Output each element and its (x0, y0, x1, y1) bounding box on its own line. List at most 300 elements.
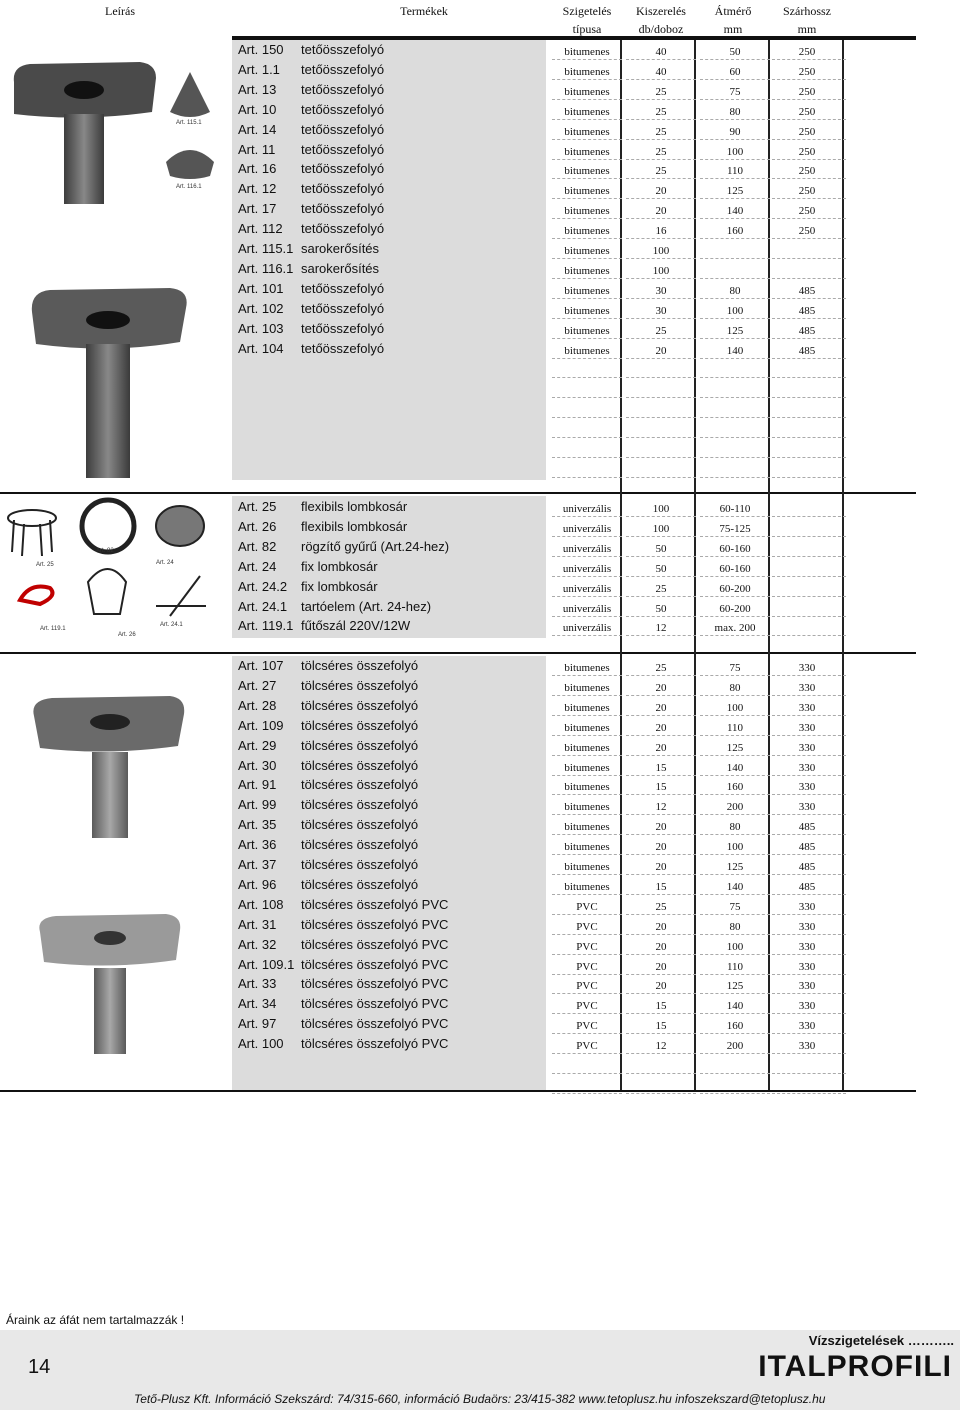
product-name: tetőösszefolyó (301, 81, 385, 97)
leaf-basket-images (0, 496, 230, 646)
table-row (232, 676, 916, 696)
insulation-type: bitumenes (564, 821, 610, 834)
header-szarhossz-sub: mm (797, 22, 817, 36)
table-row (232, 736, 916, 756)
row-separator (626, 1093, 696, 1094)
stem-length: 330 (798, 1000, 816, 1013)
pack-quantity: 15 (655, 1000, 667, 1013)
diameter: 75 (729, 662, 741, 674)
table-row (232, 517, 916, 537)
section3-rule (0, 652, 916, 654)
diameter: 75 (729, 900, 741, 913)
pack-quantity: 25 (655, 125, 667, 138)
diameter: 50 (729, 46, 741, 58)
product-name: tölcséres összefolyó (301, 677, 419, 693)
stem-length: 485 (798, 821, 816, 834)
article-number: Art. 33 (238, 976, 277, 992)
stem-length: 485 (798, 841, 816, 854)
stem-length: 250 (798, 165, 816, 178)
footer-vizszigeteles: Vízszigetelések ……….. (808, 1333, 954, 1348)
diameter: 160 (726, 1020, 744, 1033)
table-row (232, 815, 916, 835)
stem-length: 485 (798, 344, 816, 357)
pack-quantity: 20 (655, 821, 667, 834)
table-row (232, 339, 916, 359)
article-number: Art. 82 (238, 538, 277, 554)
product-name: fix lombkosár (301, 578, 378, 594)
table-row (232, 199, 916, 219)
product-name: tölcséres összefolyó (301, 658, 419, 673)
insulation-type: bitumenes (564, 801, 610, 814)
diameter: max. 200 (714, 622, 756, 635)
product-name: tetőösszefolyó (301, 181, 385, 197)
article-number: Art. 17 (238, 201, 277, 217)
label-art-82: Art. 82 (96, 548, 114, 554)
article-number: Art. 119.1 (238, 618, 294, 634)
article-number: Art. 99 (238, 797, 277, 813)
stem-length: 250 (798, 65, 816, 78)
table-row (232, 855, 916, 875)
pack-quantity: 25 (655, 165, 667, 178)
pack-quantity: 20 (655, 205, 667, 218)
product-name: tölcséres összefolyó (301, 857, 419, 872)
product-name: tölcséres összefolyó (301, 837, 419, 853)
pack-quantity: 20 (655, 940, 667, 953)
row-separator (772, 477, 846, 478)
stem-length: 485 (798, 880, 816, 893)
diameter: 125 (726, 861, 744, 873)
table-row (232, 497, 916, 517)
pack-quantity: 100 (652, 522, 670, 535)
product-name: tetőösszefolyó (301, 42, 385, 57)
table-row (232, 616, 916, 636)
product-name: flexibils lombkosár (301, 518, 408, 534)
product-name: tölcséres összefolyó (301, 717, 419, 733)
label-art-25: Art. 25 (36, 562, 54, 568)
article-number: Art. 91 (238, 777, 277, 793)
article-number: Art. 102 (238, 300, 284, 316)
stem-length: 250 (798, 145, 816, 158)
table-row (232, 1014, 916, 1034)
article-number: Art. 108 (238, 896, 284, 912)
pack-quantity: 20 (655, 861, 667, 873)
table-row (232, 597, 916, 617)
insulation-type: bitumenes (564, 880, 610, 893)
table-row (232, 756, 916, 776)
product-name: tölcséres összefolyó (301, 737, 419, 753)
pack-quantity: 25 (655, 582, 667, 595)
pack-quantity: 15 (655, 1020, 667, 1033)
stem-length: 330 (798, 960, 816, 973)
diameter: 110 (726, 721, 744, 734)
article-number: Art. 1.1 (238, 61, 280, 77)
stem-length: 330 (798, 1040, 816, 1053)
product-name: tölcséres összefolyó (301, 797, 419, 813)
stem-length: 330 (798, 781, 816, 794)
product-name: tölcséres összefolyó (301, 777, 419, 793)
insulation-type: bitumenes (564, 721, 610, 734)
diameter: 100 (726, 145, 744, 158)
table-row (232, 319, 916, 339)
product-name: tölcséres összefolyó (301, 817, 419, 833)
diameter: 80 (729, 681, 741, 694)
article-number: Art. 16 (238, 161, 277, 177)
pack-quantity: 20 (655, 721, 667, 734)
article-number: Art. 24.2 (238, 578, 288, 594)
table-row (232, 259, 916, 279)
label-art-116-1: Art. 116.1 (176, 184, 202, 190)
pack-quantity: 100 (652, 503, 670, 515)
table-row (232, 398, 916, 418)
pack-quantity: 50 (655, 562, 667, 575)
insulation-type: bitumenes (564, 65, 610, 78)
header-kiszereles-label: Kiszerelés (636, 4, 686, 18)
diameter: 100 (726, 841, 744, 854)
product-name: tölcséres összefolyó PVC (301, 996, 449, 1012)
diameter: 90 (729, 125, 741, 138)
page-number: 14 (28, 1356, 51, 1378)
insulation-type: bitumenes (564, 46, 610, 58)
article-number: Art. 28 (238, 697, 277, 713)
article-number: Art. 24.1 (238, 598, 288, 614)
article-number: Art. 101 (238, 280, 284, 296)
section2-rule (0, 492, 916, 494)
product-name: tetőösszefolyó (301, 121, 385, 137)
header-szigeteles-sub: típusa (572, 22, 602, 36)
article-number: Art. 11 (238, 141, 276, 157)
stem-length: 330 (798, 980, 816, 993)
product-name: tetőösszefolyó (301, 300, 385, 316)
article-number: Art. 25 (238, 499, 277, 514)
product-name: tetőösszefolyó (301, 101, 385, 117)
diameter: 140 (726, 880, 744, 893)
article-number: Art. 24 (238, 558, 277, 574)
diameter: 160 (726, 781, 744, 794)
product-name: rögzítő gyűrű (Art.24-hez) (301, 538, 450, 554)
pack-quantity: 12 (655, 801, 667, 814)
pack-quantity: 20 (655, 701, 667, 714)
table-row (232, 279, 916, 299)
insulation-type: univerzális (562, 622, 612, 635)
insulation-type: bitumenes (564, 304, 610, 317)
insulation-type: bitumenes (564, 205, 610, 218)
diameter: 60-160 (719, 542, 751, 555)
article-number: Art. 34 (238, 996, 277, 1012)
table-row (232, 994, 916, 1014)
insulation-type: bitumenes (564, 701, 610, 714)
pack-quantity: 15 (655, 880, 667, 893)
diameter: 80 (729, 821, 741, 834)
product-name: tetőösszefolyó (301, 280, 385, 296)
article-number: Art. 116.1 (238, 260, 294, 276)
insulation-type: univerzális (562, 562, 612, 575)
stem-length: 250 (798, 225, 816, 238)
pack-quantity: 20 (655, 185, 667, 198)
diameter: 100 (726, 304, 744, 317)
article-number: Art. 35 (238, 817, 277, 833)
stem-length: 330 (798, 721, 816, 734)
article-number: Art. 26 (238, 518, 277, 534)
diameter: 75 (729, 85, 741, 98)
section2-images (0, 496, 230, 646)
label-art-119-1: Art. 119.1 (40, 626, 66, 632)
pack-quantity: 40 (655, 46, 667, 58)
label-art-24-1: Art. 24.1 (160, 622, 183, 628)
header-leiras: Leírás (105, 4, 135, 18)
insulation-type: PVC (576, 960, 598, 973)
product-name: flexibils lombkosár (301, 499, 408, 514)
table-row (232, 795, 916, 815)
stem-length: 330 (798, 761, 816, 774)
insulation-type: bitumenes (564, 662, 610, 674)
diameter: 100 (726, 701, 744, 714)
table-row (232, 438, 916, 458)
stem-length: 330 (798, 741, 816, 754)
stem-length: 330 (798, 900, 816, 913)
pack-quantity: 50 (655, 602, 667, 615)
stem-length: 250 (798, 125, 816, 138)
insulation-type: PVC (576, 900, 598, 913)
table-row (232, 1074, 916, 1094)
product-name: tölcséres összefolyó PVC (301, 1036, 449, 1052)
stem-length: 250 (798, 105, 816, 118)
header-atmero-label: Átmérő (714, 4, 752, 18)
article-number: Art. 36 (238, 837, 277, 853)
pack-quantity: 100 (652, 264, 670, 277)
diameter: 60-110 (719, 503, 751, 515)
pack-quantity: 20 (655, 344, 667, 357)
pack-quantity: 20 (655, 681, 667, 694)
insulation-type: bitumenes (564, 225, 610, 238)
pack-quantity: 25 (655, 105, 667, 118)
row-separator (552, 1093, 622, 1094)
product-name: tetőösszefolyó (301, 320, 385, 336)
insulation-type: PVC (576, 940, 598, 953)
product-name: tetőösszefolyó (301, 201, 385, 217)
header-termekek: Termékek (400, 4, 448, 18)
table-row (232, 159, 916, 179)
stem-length: 330 (798, 920, 816, 933)
header-szigeteles (552, 2, 622, 38)
diameter: 200 (726, 801, 744, 814)
section1-images (0, 42, 230, 482)
article-number: Art. 14 (238, 121, 277, 137)
pack-quantity: 25 (655, 662, 667, 674)
article-number: Art. 29 (238, 737, 277, 753)
diameter: 75-125 (719, 522, 751, 535)
table-row (232, 537, 916, 557)
diameter: 80 (729, 920, 741, 933)
product-name: tölcséres összefolyó (301, 876, 419, 892)
table-row (232, 219, 916, 239)
stem-length: 485 (798, 324, 816, 337)
pack-quantity: 40 (655, 65, 667, 78)
pack-quantity: 30 (655, 304, 667, 317)
diameter: 125 (726, 980, 744, 993)
product-name: tetőösszefolyó (301, 161, 385, 177)
pack-quantity: 20 (655, 841, 667, 854)
pack-quantity: 16 (655, 225, 667, 238)
product-name: fűtőszál 220V/12W (301, 618, 411, 634)
article-number: Art. 115.1 (238, 241, 294, 256)
insulation-type: bitumenes (564, 185, 610, 198)
product-name: tölcséres összefolyó PVC (301, 956, 449, 972)
row-separator (772, 635, 846, 636)
diameter: 140 (726, 1000, 744, 1013)
stem-length: 330 (798, 662, 816, 674)
insulation-type: univerzális (562, 582, 612, 595)
row-separator (700, 477, 770, 478)
table-row (232, 179, 916, 199)
insulation-type: univerzális (562, 602, 612, 615)
table-row (232, 239, 916, 259)
diameter: 160 (726, 225, 744, 238)
product-name: tölcséres összefolyó PVC (301, 1016, 449, 1032)
product-name: tartóelem (Art. 24-hez) (301, 598, 432, 614)
footer-contact: Tető-Plusz Kft. Információ Szekszárd: 74/315-660, információ Budaörs: 23/415-382 www.tetoplusz.hu infoszekszard@tetoplusz.hu (134, 1392, 826, 1406)
article-number: Art. 31 (238, 916, 277, 932)
product-name: sarokerősítés (301, 241, 380, 256)
diameter: 60-160 (719, 562, 751, 575)
article-number: Art. 96 (238, 876, 277, 892)
table-row (232, 716, 916, 736)
insulation-type: bitumenes (564, 841, 610, 854)
article-number: Art. 109 (238, 717, 284, 733)
row-separator (700, 1093, 770, 1094)
article-number: Art. 12 (238, 181, 277, 197)
insulation-type: bitumenes (564, 781, 610, 794)
article-number: Art. 30 (238, 757, 277, 773)
article-number: Art. 13 (238, 81, 277, 97)
product-name: tölcséres összefolyó PVC (301, 916, 449, 932)
row-separator (552, 477, 622, 478)
insulation-type: PVC (576, 1040, 598, 1053)
table-row (232, 835, 916, 855)
section3-images (0, 656, 230, 1090)
table-row (232, 875, 916, 895)
stem-length: 330 (798, 940, 816, 953)
insulation-type: bitumenes (564, 125, 610, 138)
table-row (232, 935, 916, 955)
pack-quantity: 12 (655, 622, 667, 635)
vat-note: Áraink az áfát nem tartalmazzák ! (6, 1313, 185, 1327)
pack-quantity: 15 (655, 761, 667, 774)
article-number: Art. 27 (238, 677, 277, 693)
table-row (232, 120, 916, 140)
table-row (232, 696, 916, 716)
insulation-type: bitumenes (564, 105, 610, 118)
pack-quantity: 25 (655, 900, 667, 913)
table-row (232, 974, 916, 994)
table-row (232, 557, 916, 577)
row-separator (626, 635, 696, 636)
table-row (232, 60, 916, 80)
table-row (232, 458, 916, 478)
table-row (232, 358, 916, 378)
funnel-drain-images (0, 656, 230, 1090)
diameter: 60-200 (719, 602, 751, 615)
table-row (232, 915, 916, 935)
table-row (232, 895, 916, 915)
product-name: tölcséres összefolyó PVC (301, 936, 449, 952)
product-name: tölcséres összefolyó (301, 757, 419, 773)
insulation-type: bitumenes (564, 284, 610, 297)
pack-quantity: 100 (652, 245, 670, 257)
insulation-type: bitumenes (564, 741, 610, 754)
pack-quantity: 25 (655, 324, 667, 337)
insulation-type: PVC (576, 980, 598, 993)
table-row (232, 140, 916, 160)
article-number: Art. 37 (238, 857, 277, 872)
article-number: Art. 104 (238, 340, 284, 356)
article-number: Art. 32 (238, 936, 277, 952)
header-atmero (700, 2, 766, 38)
table-row (232, 80, 916, 100)
insulation-type: bitumenes (564, 145, 610, 158)
table-row (232, 418, 916, 438)
table-row (232, 299, 916, 319)
insulation-type: bitumenes (564, 344, 610, 357)
pack-quantity: 20 (655, 741, 667, 754)
pack-quantity: 25 (655, 145, 667, 158)
diameter: 125 (726, 185, 744, 198)
insulation-type: bitumenes (564, 245, 610, 257)
brand-logo: ITALPROFILI (758, 1350, 952, 1383)
diameter: 100 (726, 940, 744, 953)
pack-quantity: 15 (655, 781, 667, 794)
pack-quantity: 20 (655, 920, 667, 933)
insulation-type: bitumenes (564, 761, 610, 774)
product-name: tölcséres összefolyó PVC (301, 976, 449, 992)
pack-quantity: 50 (655, 542, 667, 555)
label-art-115-1: Art. 115.1 (176, 120, 202, 126)
insulation-type: PVC (576, 1000, 598, 1013)
insulation-type: PVC (576, 920, 598, 933)
diameter: 200 (726, 1040, 744, 1053)
insulation-type: univerzális (562, 503, 612, 515)
diameter: 80 (729, 105, 741, 118)
header-szarhossz-label: Szárhossz (783, 4, 831, 18)
article-number: Art. 97 (238, 1016, 277, 1032)
article-number: Art. 100 (238, 1036, 284, 1052)
table-row (232, 955, 916, 975)
product-name: tölcséres összefolyó PVC (301, 896, 449, 912)
stem-length: 250 (798, 46, 816, 58)
header-atmero-sub: mm (723, 22, 743, 36)
article-number: Art. 109.1 (238, 956, 295, 972)
article-number: Art. 103 (238, 320, 284, 336)
stem-length: 485 (798, 284, 816, 297)
roof-drain-images (0, 42, 230, 482)
table-row (232, 40, 916, 60)
diameter: 125 (726, 741, 744, 754)
table-row (232, 1054, 916, 1074)
insulation-type: bitumenes (564, 324, 610, 337)
diameter: 140 (726, 761, 744, 774)
table-row (232, 577, 916, 597)
diameter: 80 (729, 284, 741, 297)
header-kiszereles (626, 2, 696, 38)
insulation-type: univerzális (562, 522, 612, 535)
insulation-type: PVC (576, 1020, 598, 1033)
table-row (232, 1034, 916, 1054)
product-name: tetőösszefolyó (301, 221, 385, 237)
stem-length: 485 (798, 861, 816, 873)
table-row (232, 775, 916, 795)
pack-quantity: 20 (655, 960, 667, 973)
product-name: fix lombkosár (301, 558, 378, 574)
insulation-type: bitumenes (564, 861, 610, 873)
